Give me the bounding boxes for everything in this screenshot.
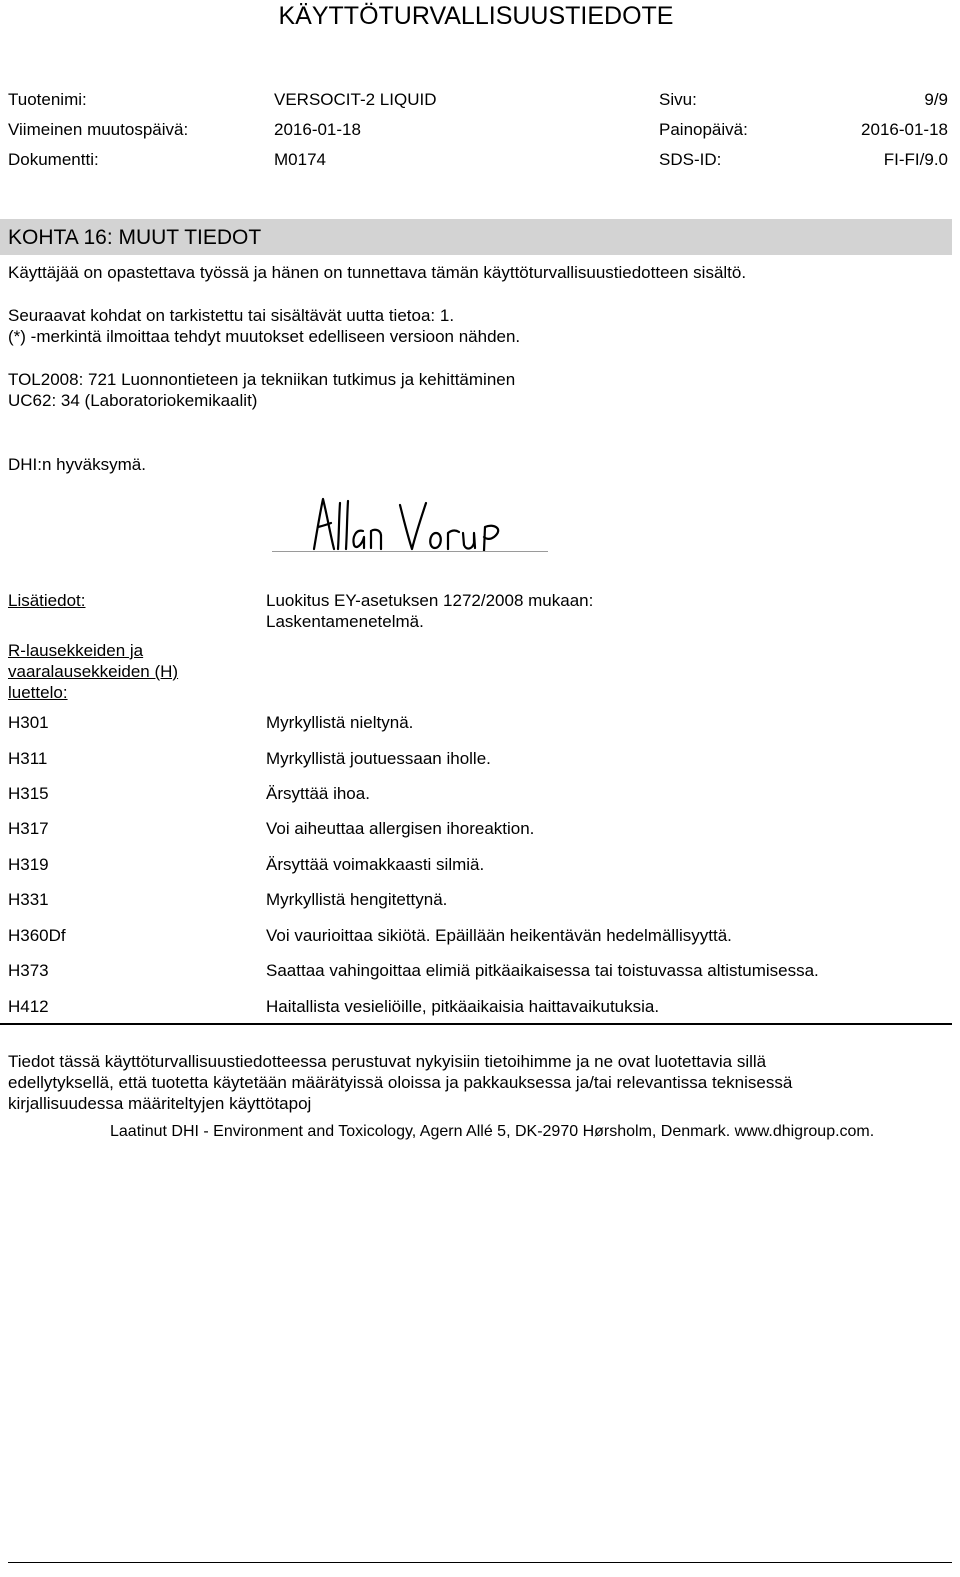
hazard-text: Myrkyllistä hengitettynä. — [266, 890, 448, 909]
disclaimer-line2: edellytyksellä, että tuotetta käytetään määrätyissä oloissa ja pakkauksessa ja/tai relevantissa teknisessä — [8, 1073, 793, 1092]
signature-image — [308, 493, 518, 551]
revision-date-value: 2016-01-18 — [274, 120, 361, 139]
approval-text: DHI:n hyväksymä. — [8, 455, 146, 474]
document-title: KÄYTTÖTURVALLISUUSTIEDOTE — [278, 2, 674, 30]
hazard-code: H315 — [8, 784, 49, 803]
hazard-text: Myrkyllistä nieltynä. — [266, 713, 414, 732]
revision-note-line2: (*) -merkintä ilmoittaa tehdyt muutokset edelliseen versioon nähden. — [8, 327, 521, 346]
product-name-value: VERSOCIT-2 LIQUID — [274, 90, 437, 109]
revision-note-line1: Seuraavat kohdat on tarkistettu tai sisältävät uutta tietoa: 1. — [8, 306, 455, 325]
signature-line — [272, 551, 548, 552]
revision-date-label: Viimeinen muutospäivä: — [8, 120, 189, 139]
statement-list-label-line3: luettelo: — [8, 683, 68, 702]
disclaimer-line3: kirjallisuudessa määriteltyjen käyttötapoj — [8, 1094, 312, 1113]
hazard-text: Ärsyttää ihoa. — [266, 784, 370, 803]
statement-list-label-line1: R-lausekkeiden ja — [8, 641, 144, 660]
sds-id-label: SDS-ID: — [659, 150, 722, 169]
disclaimer-line1: Tiedot tässä käyttöturvallisuustiedotteessa perustuvat nykyisiin tietoihimme ja ne ovat luotettavia sillä — [8, 1052, 767, 1071]
classification-basis-line1: Luokitus EY-asetuksen 1272/2008 mukaan: — [266, 591, 594, 610]
hazard-text: Haitallista vesieliöille, pitkäaikaisia haittavaikutuksia. — [266, 997, 660, 1016]
hazard-text: Ärsyttää voimakkaasti silmiä. — [266, 855, 485, 874]
hazard-code: H311 — [8, 749, 48, 768]
page-value: 9/9 — [924, 90, 948, 109]
section-header-bar — [0, 219, 952, 255]
print-date-value: 2016-01-18 — [861, 120, 948, 139]
additional-info-label: Lisätiedot: — [8, 591, 86, 610]
section-title: KOHTA 16: MUUT TIEDOT — [8, 226, 262, 249]
hazard-text: Voi aiheuttaa allergisen ihoreaktion. — [266, 819, 535, 838]
classification-code-line1: TOL2008: 721 Luonnontieteen ja tekniikan tutkimus ja kehittäminen — [8, 370, 516, 389]
hazard-code: H319 — [8, 855, 49, 874]
classification-code-line2: UC62: 34 (Laboratoriokemikaalit) — [8, 391, 258, 410]
page-bottom-rule — [8, 1562, 952, 1563]
section-divider — [0, 1023, 952, 1025]
hazard-text: Saattaa vahingoittaa elimiä pitkäaikaisessa tai toistuvassa altistumisessa. — [266, 961, 819, 980]
prepared-by: Laatinut DHI - Environment and Toxicology, Agern Allé 5, DK-2970 Hørsholm, Denmark. www.dhigroup.com. — [110, 1123, 875, 1140]
hazard-code: H331 — [8, 890, 49, 909]
instruction-paragraph: Käyttäjää on opastettava työssä ja hänen on tunnettava tämän käyttöturvallisuustiedotteen sisältö. — [8, 263, 747, 282]
hazard-text: Myrkyllistä joutuessaan iholle. — [266, 749, 491, 768]
product-name-label: Tuotenimi: — [8, 90, 87, 109]
print-date-label: Painopäivä: — [659, 120, 748, 139]
page-label: Sivu: — [659, 90, 697, 109]
sds-id-value: FI-FI/9.0 — [883, 150, 948, 169]
statement-list-label-line2: vaaralausekkeiden (H) — [8, 662, 179, 681]
hazard-text: Voi vaurioittaa sikiötä. Epäillään heikentävän hedelmällisyyttä. — [266, 926, 732, 945]
classification-basis-line2: Laskentamenetelmä. — [266, 612, 424, 631]
document-value: M0174 — [274, 150, 326, 169]
hazard-code: H412 — [8, 997, 49, 1016]
hazard-code: H301 — [8, 713, 49, 732]
hazard-code: H317 — [8, 819, 49, 838]
hazard-code: H360Df — [8, 926, 66, 945]
hazard-code: H373 — [8, 961, 49, 980]
document-label: Dokumentti: — [8, 150, 99, 169]
